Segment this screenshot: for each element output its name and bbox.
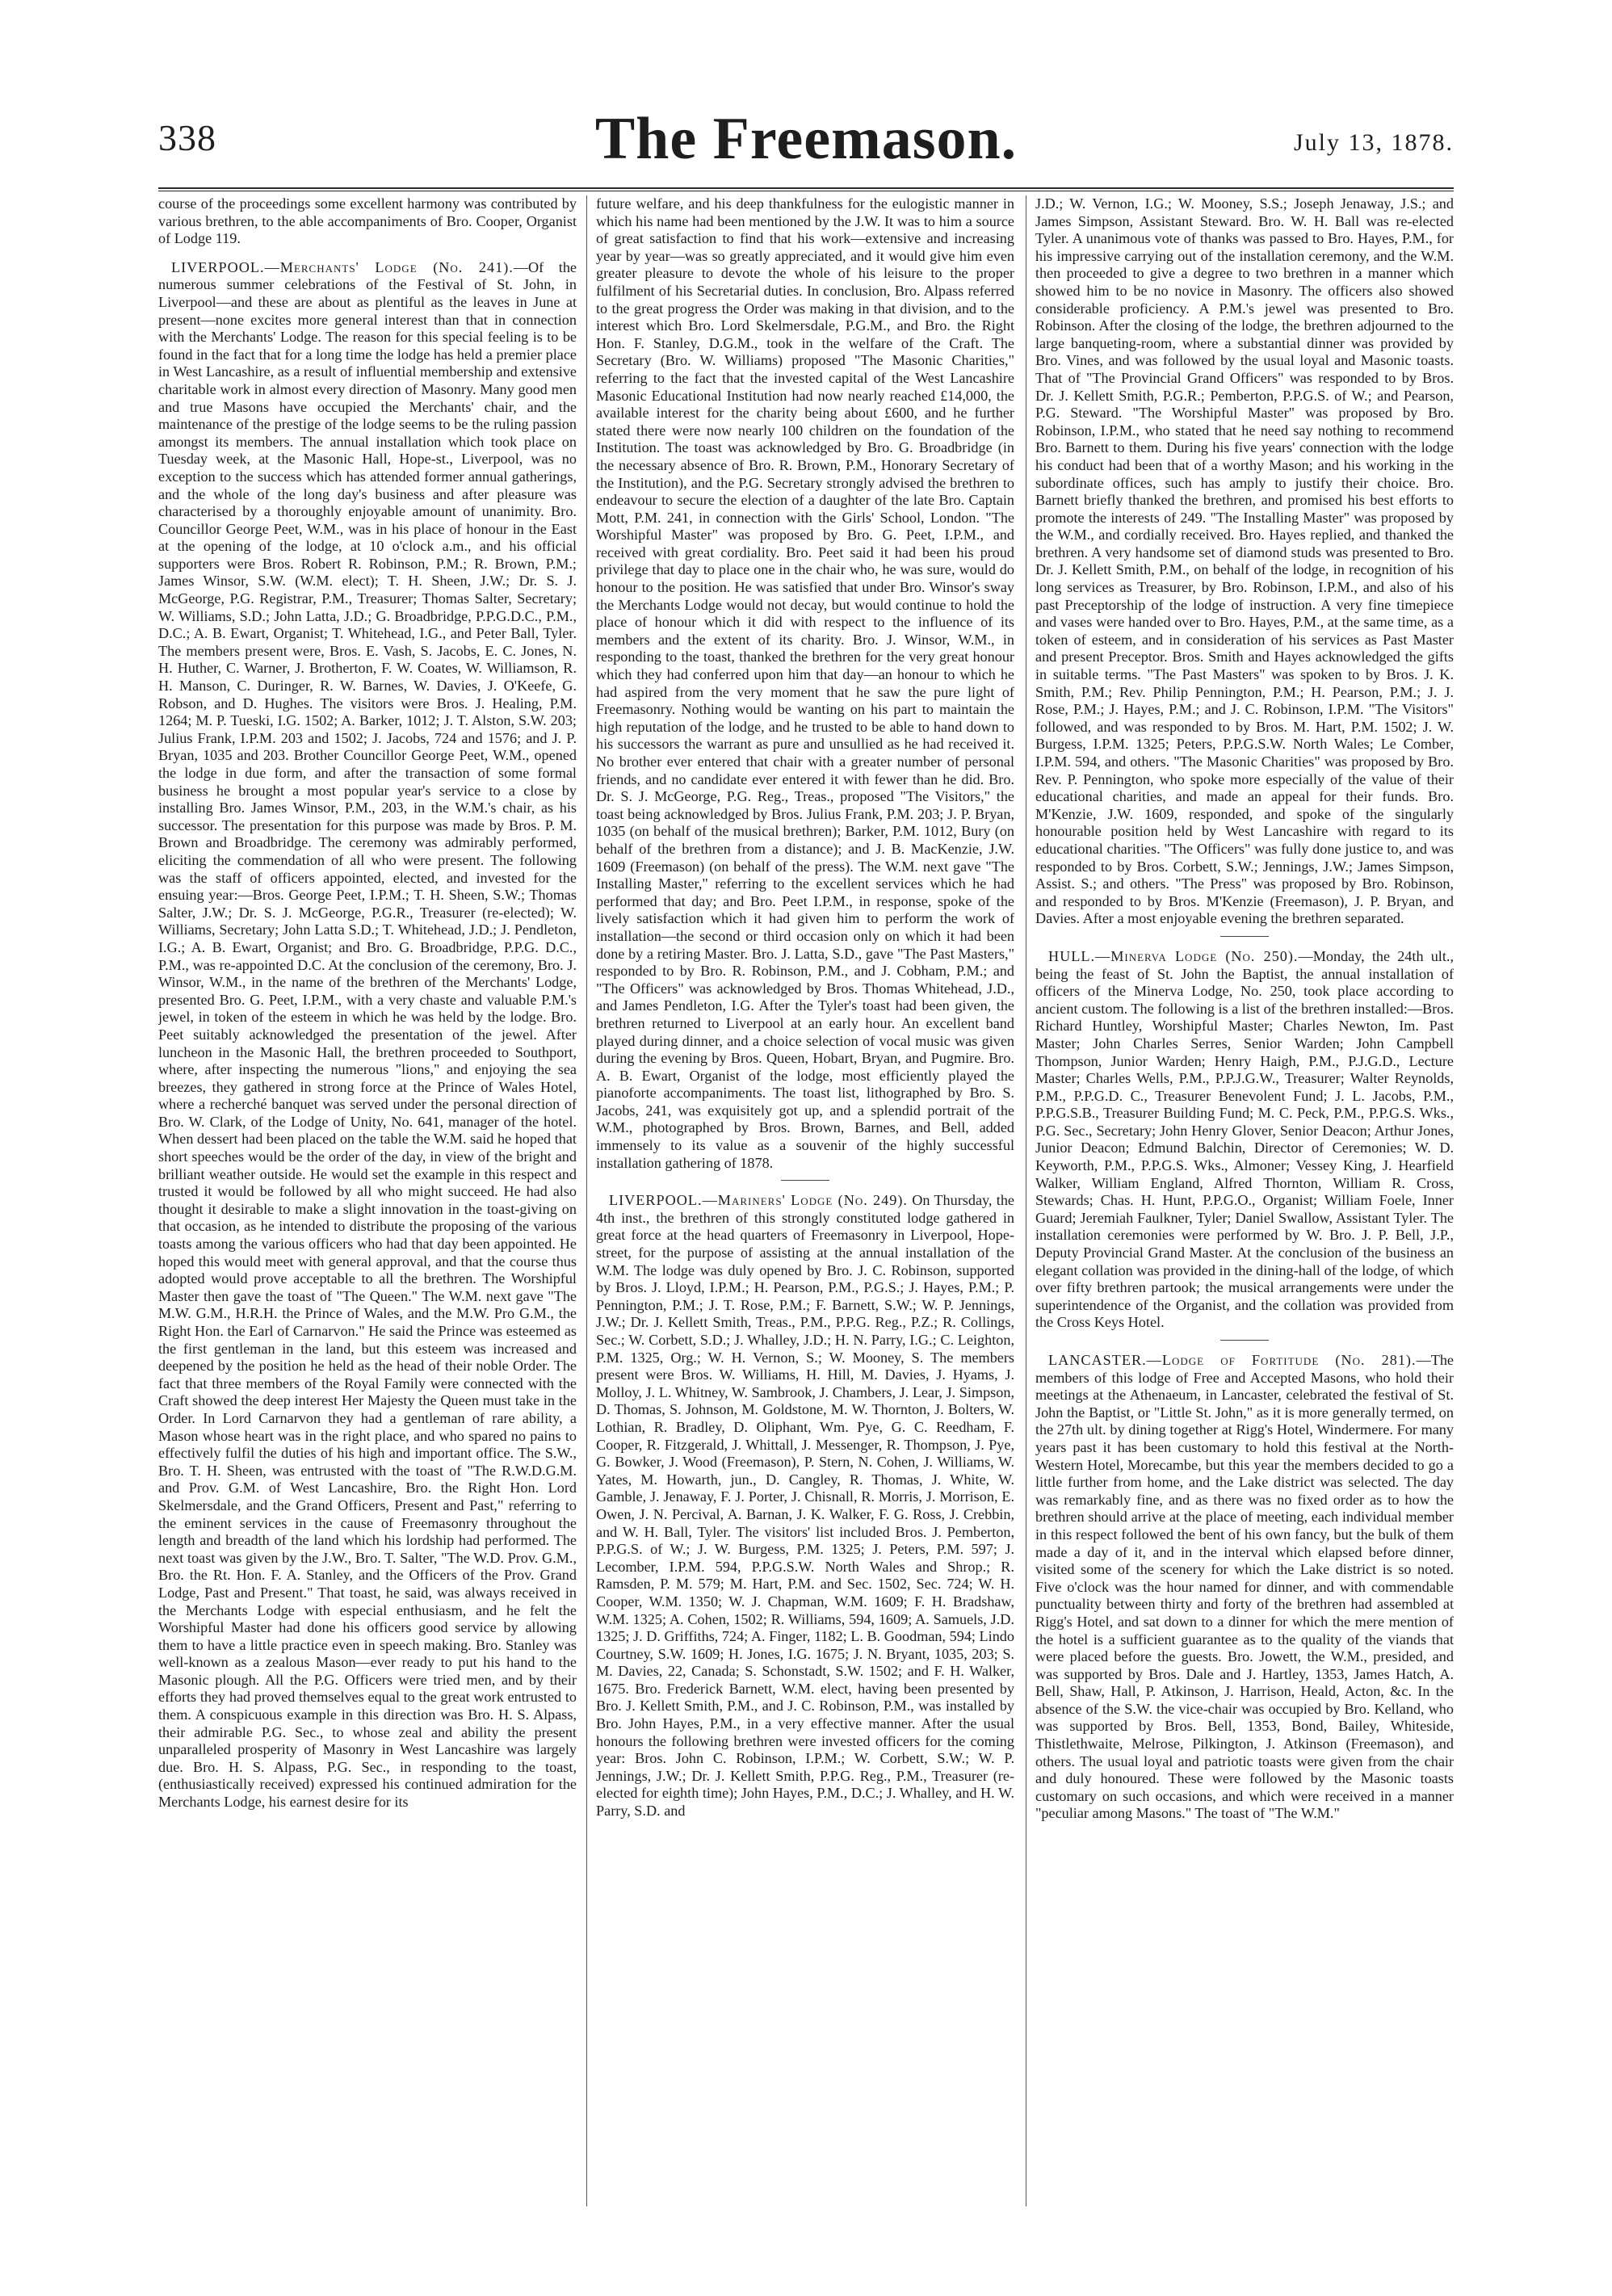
column-1 [158,195,577,2214]
masthead [158,105,1454,186]
article-continuation: future welfare, and his deep thankfulness for the eulogistic manner in which his name had been mentioned by the J.W. It was to him a source of great satisfaction to find that his work—extensive and increasing year by year—was so greatly appreciated, and it would give him even greater pleasure to devote the whole of his leisure to the proper fulfilment of his Secretarial duties. In conclusion, Bro. Alpass referred to the great progress the Order was making in that division, and to the interest which Bro. Lord Skelmersdale, P.G.M., and Bro. the Right Hon. F. Stanley, D.G.M., took in the welfare of the Craft. The Secretary (Bro. W. Williams) proposed "The Masonic Charities," referring to the fact that the invested capital of the West Lancashire Masonic Educational Institution had now nearly reached £14,000, the available interest for the charity being about £600, and he further stated there were now nearly 100 children on the foundation of the Institution. The toast was acknowledged by Bro. G. Broadbridge (in the necessary absence of Bro. R. Brown, P.M., Honorary Secretary of the Institution), and the P.G. Secretary strongly advised the brethren to endeavour to secure the election of a daughter of the late Bro. Captain Mott, P.M. 241, in connection with the Girls' School, London. "The Worshipful Master" was proposed by Bro. G. Peet, I.P.M., and received with great cordiality. Bro. Peet said it had been his proud privilege that day to place one in the chair who, he was sure, would do honour to the position. He was satisfied that under Bro. Winsor's sway the Merchants Lodge would not decay, but would continue to hold the place of honour which it did with respect to the influence of its members and the extent of its charity. Bro. J. Winsor, W.M., in responding to the toast, thanked the brethren for the very great honour which they had conferred upon him that day—an honour to which he had aspired from the very moment that he saw the pure light of Freemasonry. Nothing would be wanting on his part to maintain the high reputation of the lodge, and he trusted to be able to hand down to his successors the warrant as pure and unsullied as he had received it. No brother ever entered that chair with a greater number of personal friends, and no candidate ever entered it with fewer than he did. Bro. Dr. S. J. McGeorge, P.G. Reg., Treas., proposed "The Visitors," the toast being acknowledged by Bros. Julius Frank, P.M. 203; J. P. Bryan, 1035 (on behalf of the musical brethren); Barker, P.M. 1012, Bury (on behalf of the brethren from a distance); and J. B. MacKenzie, J.W. 1609 (Freemason) (on behalf of the press). The W.M. next gave "The Installing Master," referring to the excellent services which he had performed that day; and Bro. Peet I.P.M., in response, spoke of the lively satisfaction which it had given him to perform the work of installation—the second or third occasion only on which it had been done by a retiring Master. Bro. J. Latta, S.D., gave "The Past Masters," responded to by Bro. R. Robinson, P.M., and J. Cobham, P.M.; and "The Officers" was acknowledged by Bros. Thomas Whitehead, J.D., and James Pendleton, I.G. After the Tyler's toast had been given, the brethren returned to Liverpool at an early hour. An excellent band played during dinner, and a choice selection of vocal music was given during the evening by Bros. Queen, Hobart, Bryan, and Pugmire. Bro. A. B. Ewart, Organist of the lodge, most efficiently played the pianoforte accompaniments. The toast list, lithographed by Bro. S. Jacobs, 241, was exquisitely got up, and a splendid portrait of the W.M., photographed by Bros. Brown, Barnes, and Bell, added immensely to its value as a souvenir of the highly successful installation gathering of 1878. [596,195,1014,1171]
page-number: 338 [158,117,216,158]
article-liverpool-merchants [158,259,577,1811]
article-heading: HULL.—Minerva Lodge (No. 250). [1048,947,1299,964]
article-text: —The members of this lodge of Free and Accepted Masons, who hold their meetings at the Athenaeum, in Lancaster, celebrated the festival of St. John the Baptist, or "Little St. John," as it is more generally termed, on the 27th ult. by dining together at Rigg's Hotel, Windermere. For many years past it has been customary to hold this festival at the North-Western Hotel, Morecambe, but this year the members decided to go a little further from home, and the Lake district was selected. The day was remarkably fine, and as there was no fixed order as to how the brethren should arrive at the place of meeting, each individual member in this respect followed the bent of his own fancy, but the bulk of them made a day of it, and in the interval which elapsed before dinner, visited some of the scenery for which the Lake district is so noted. Five o'clock was the hour named for dinner, and with commendable punctuality between thirty and forty of the brethren had assembled at Rigg's Hotel, and sat down to a dinner for which the mere mention of the hotel is a sufficient guarantee as to the quality of the viands that were placed before the guests. Bro. Jowett, the W.M., presided, and was supported by Bros. Dale and J. Hartley, 1353, James Hatch, A. Bell, Shaw, Hall, P. Atkinson, J. Harrison, Heald, Acton, &c. In the absence of the S.W. the vice-chair was occupied by Bro. Kelland, who was supported by Bros. Bell, 1353, Bond, Bailey, Whiteside, Thistlethwaite, Melrose, Pilkington, J. Atkinson (Freemason), and others. The usual loyal and patriotic toasts were given from the chair and duly honoured. These were followed by the Masonic toasts customary on such occasions, and which were received in a manner "peculiar among Masons." The toast of "The W.M." [1035,1352,1454,1822]
newspaper-title: The Freemason. [594,106,1018,172]
article-separator [1220,936,1269,937]
article-liverpool-mariners [596,1192,1014,1820]
article-continuation: J.D.; W. Vernon, I.G.; W. Mooney, S.S.; Joseph Jenaway, J.S.; and James Simpson, Assistant Steward. Bro. W. H. Ball was re-elected Tyler. A unanimous vote of thanks was passed to Bro. Hayes, P.M., for his impressive carrying out of the installation ceremony, and the W.M. then proceeded to give a degree to two brethren in a manner which showed him to be no novice in Masonry. The officers also showed considerable proficiency. A P.M.'s jewel was presented to Bro. Robinson. After the closing of the lodge, the brethren adjourned to the large banqueting-room, where a substantial dinner was provided by Bro. Vines, and was followed by the usual loyal and Masonic toasts. That of "The Provincial Grand Officers" was responded to by Bros. Dr. J. Kellett Smith, P.G.R.; Pemberton, P.P.G.S. of W.; and Pearson, P.G. Steward. "The Worshipful Master" was proposed by Bro. Robinson, I.P.M., who stated that he need say nothing to recommend Bro. Barnett to them. During his five years' connection with the lodge his conduct had been that of a worthy Mason; and his working in the subordinate offices, such has amply to justify their choice. Bro. Barnett briefly thanked the brethren, and promised his best efforts to promote the interests of 249. "The Installing Master" was proposed by the W.M., and cordially received. Bro. Hayes replied, and thanked the brethren. A very handsome set of diamond studs was presented to Bro. Dr. J. Kellett Smith, P.M., on behalf of the lodge, in recognition of his long services as Treasurer, by Bro. Robinson, I.P.M., and also of his past Preceptorship of the lodge of instruction. A very fine timepiece and vases were handed over to Bro. Hayes, P.M., at the same time, as a token of esteem, and in consideration of his services as Past Master and present Preceptor. Bros. Smith and Hayes acknowledged the gifts in suitable terms. "The Past Masters" was spoken to by Bros. J. K. Smith, P.M.; Rev. Philip Pennington, P.M.; H. Pearson, P.M.; J. J. Rose, P.M.; J. Hayes, P.M.; and J. C. Robinson, I.P.M. "The Visitors" followed, and was responded to by Bros. M. Hart, P.M. 1502; J. W. Burgess, I.P.M. 1325; Peters, P.P.G.S.W. North Wales; Le Comber, I.P.M. 594, and others. "The Masonic Charities" was proposed by Bro. Rev. P. Pennington, who spoke more especially of the value of their educational charities, and made an appeal for their funds. Bro. M'Kenzie, J.W. 1609, responded, and spoke of the singularly honourable position held by West Lancashire with regard to its educational charities. "The Officers" was fully done justice to, and was responded to by Bros. Corbett, S.W.; Jennings, J.W.; James Simpson, Assist. S.; and others. "The Press" was proposed by Bro. Robinson, and responded to by Bros. M'Kenzie (Freemason), J. P. Bryan, and Davies. After a most enjoyable evening the brethren separated. [1035,195,1454,927]
issue-date: July 13, 1878. [1293,129,1454,156]
article-hull-minerva [1035,948,1454,1332]
masthead-rule [158,187,1454,189]
article-body [596,1192,1014,1820]
article-body [1035,1352,1454,1823]
column-divider-1 [586,195,587,2206]
article-separator [1220,1340,1269,1341]
article-heading: LIVERPOOL.—Mariners' Lodge (No. 249). [609,1192,908,1209]
article-heading: LIVERPOOL.—Merchants' Lodge (No. 241). [171,258,514,275]
article-heading: LANCASTER.—Lodge of Fortitude (No. 281). [1048,1352,1417,1368]
article-body [158,259,577,1811]
article-continuation: course of the proceedings some excellent harmony was contributed by various brethren, to the able accompaniments of Bro. Cooper, Organist of Lodge 119. [158,195,577,247]
column-3 [1035,195,1454,2214]
article-body [1035,948,1454,1332]
article-separator [781,1180,829,1181]
column-2 [596,195,1014,2214]
article-lancaster-fortitude [1035,1352,1454,1823]
article-text: On Thursday, the 4th inst., the brethren of this strongly constituted lodge gathered in great force at the head quarters of Freemasonry in Liverpool, Hope-street, for the purpose of assisting at the annual installation of the W.M. The lodge was duly opened by Bro. J. C. Robinson, supported by Bros. J. Lloyd, I.P.M.; H. Pearson, P.M., P.G.S.; J. Hayes, P.M.; P. Pennington, P.M.; J. T. Rose, P.M.; F. Barnett, S.W.; W. P. Jennings, J.W.; Dr. J. Kellett Smith, Treas., P.M., P.P.G. Reg., P.Z.; R. Collings, Sec.; W. Corbett, S.D.; J. Whalley, J.D.; H. N. Parry, I.G.; C. Leighton, P.M. 1325, Org.; W. H. Vernon, S.; W. Mooney, S. The members present were Bros. W. Williams, H. Hill, M. Davies, J. Hyams, J. Molloy, J. L. Whitney, W. Sambrook, J. Chambers, J. Lear, J. Simpson, D. Thomas, S. Johnson, M. Goldstone, M. W. Thornton, J. Bolters, W. Lothian, R. Bradley, D. Oliphant, Wm. Pye, G. C. Reedham, F. Cooper, R. Fitzgerald, J. Whittall, J. Messenger, R. Thompson, J. Pye, G. Bowker, J. Wood (Freemason), P. Stern, N. Cohen, J. Williams, W. Yates, M. Howarth, jun., D. Cangley, R. Thomas, J. White, W. Gamble, J. Jenaway, F. J. Porter, J. Chisnall, R. Morris, J. Morrison, E. Owen, J. N. Percival, A. Barnan, J. K. Walker, F. G. Ross, J. Crebbin, and W. H. Ball, Tyler. The visitors' list included Bros. J. Pemberton, P.P.G.S. of W.; J. W. Burgess, P.M. 1325; J. Peters, P.M. 597; J. Lecomber, I.P.M. 594, P.P.G.S.W. North Wales and Shrop.; R. Ramsden, P. M. 579; M. Hart, P.M. and Sec. 1502, Sec. 724; W. H. Cooper, W.M. 1350; W. J. Chapman, W.M. 1609; F. H. Bradshaw, W.M. 1325; A. Cohen, 1502; R. Williams, 594, 1609; A. Samuels, J.D. 1325; J. D. Griffiths, 724; A. Finger, 1182; L. B. Goodman, 594; Lindo Courtney, S.W. 1609; H. Jones, I.G. 1675; J. N. Bryant, 1035, 203; S. M. Davies, 22, Canada; S. Schonstadt, S.W. 1502; and F. H. Walker, 1675. Bro. Frederick Barnett, W.M. elect, having been presented by Bro. J. Kellett Smith, P.M., and J. C. Robinson, P.M., was installed by Bro. John Hayes, P.M., in a very effective manner. After the usual honours the following brethren were invested officers for the coming year: Bros. John C. Robinson, I.P.M.; W. Corbett, S.W.; W. P. Jennings, J.W.; Dr. J. Kellett Smith, P.P.G. Reg., P.M., Treasurer (re-elected for eighth time); John Hayes, P.M., D.C.; J. Whalley, and H. W. Parry, S.D. and [596,1192,1014,1820]
article-text: —Monday, the 24th ult., being the feast of St. John the Baptist, the annual installation of officers of the Minerva Lodge, No. 250, took place according to ancient custom. The following is a list of the brethren installed:—Bros. Richard Huntley, Worshipful Master; Charles Newton, Im. Past Master; John Charles Serres, Senior Warden; John Campbell Thompson, Junior Warden; Henry Haigh, P.M., P.J.G.D., Lecture Master; Charles Wells, P.M., P.P.J.G.W., Treasurer; Walter Reynolds, P.M., P.P.G.D. C., Treasurer Benevolent Fund; J. L. Jacobs, P.M., P.P.G.S.B., Treasurer Building Fund; M. C. Peck, P.M., P.P.G.S. Wks., P.G. Sec., Secretary; John Henry Glover, Senior Deacon; Arthur Jones, Junior Deacon; Edmund Balchin, Director of Ceremonies; W. D. Keyworth, P.M., P.P.G.S. Wks., Almoner; Vessey King, J. Hearfield Walker, William England, Alfred Thornton, William R. Cross, Stewards; Chas. H. Hunt, P.P.G.O., Organist; William Foele, Inner Guard; Jeremiah Faulkner, Tyler; Daniel Swallow, Assistant Tyler. The installation ceremonies were performed by W. Bro. J. P. Bell, J.P., Deputy Provincial Grand Master. At the conclusion of the business an elegant collation was provided in the dining-hall of the lodge, of which over fifty brethren partook; the musical arrangements were under the superintendence of the Organist, and the collation was provided from the Cross Keys Hotel. [1035,947,1454,1331]
article-text: —Of the numerous summer celebrations of the Festival of St. John, in Liverpool—and these are about as plentiful as the leaves in June at present—none excites more general interest than that in connection with the Merchants' Lodge. The reason for this special feeling is to be found in the fact that for a long time the lodge has held a premier place in West Lancashire, as a result of influential membership and extensive charitable work in almost every direction of Masonry. Many good men and true Masons have occupied the Merchants' chair, and the maintenance of the prestige of the lodge seems to be the ruling passion amongst its members. The annual installation which took place on Tuesday week, at the Masonic Hall, Hope-st., Liverpool, was no exception to the success which has attended former annual gatherings, and the whole of the long day's business and after pleasure was characterised by a thoroughly enjoyable amount of unanimity. Bro. Councillor George Peet, W.M., was in his place of honour in the East at the opening of the lodge, at 10 o'clock a.m., and his official supporters were Bros. Robert R. Robinson, P.M.; R. Brown, P.M.; James Winsor, S.W. (W.M. elect); T. H. Sheen, J.W.; Dr. S. J. McGeorge, P.G. Registrar, P.M., Treasurer; Thomas Salter, Secretary; W. Williams, S.D.; John Latta, J.D.; G. Broadbridge, P.P.G.D.C., P.M., D.C.; A. B. Ewart, Organist; T. Whitehead, I.G., and Peter Ball, Tyler. The members present were, Bros. E. Vash, S. Jacobs, E. C. Jones, N. H. Huther, C. Warner, J. Brotherton, F. W. Coates, W. Williamson, R. H. Manson, C. Duringer, R. W. Barnes, W. Davies, J. O'Keefe, G. Robson, and D. Hughes. The visitors were Bros. J. Healing, P.M. 1264; M. P. Tueski, I.G. 1502; A. Barker, 1012; J. T. Alston, S.W. 203; Julius Frank, I.P.M. 203 and 1502; J. Jacobs, 724 and 1576; and J. P. Bryan, 1035 and 203. Brother Councillor George Peet, W.M., opened the lodge in due form, and after the transaction of some formal business he brought a most popular year's service to a close by installing Bro. James Winsor, P.M., 203, in the W.M.'s chair, as his successor. The presentation for this purpose was made by Bros. P. M. Brown and Broadbridge. The ceremony was admirably performed, eliciting the commendation of all who were present. The following was the staff of officers appointed, elected, and invested for the ensuing year:—Bros. George Peet, I.P.M.; T. H. Sheen, S.W.; Thomas Salter, J.W.; Dr. S. J. McGeorge, P.G.R., Treasurer (re-elected); W. Williams, Secretary; John Latta S.D.; T. Whitehead, J.D.; J. Pendleton, I.G.; A. B. Ewart, Organist; and Bro. G. Broadbridge, P.P.G. D.C., P.M., was re-appointed D.C. At the conclusion of the ceremony, Bro. J. Winsor, W.M., in the name of the brethren of the Merchants' Lodge, presented Bro. G. Peet, I.P.M., with a very chaste and valuable P.M.'s jewel, in token of the esteem in which he was held by the lodge. Bro. Peet suitably acknowledged the presentation of the jewel. After luncheon in the Masonic Hall, the brethren proceeded to Southport, where, after inspecting the numerous "lions," and enjoying the sea breezes, they gathered in strong force at the Prince of Wales Hotel, where a recherché banquet was served under the personal direction of Bro. W. Clark, of the Lodge of Unity, No. 641, manager of the hotel. When dessert had been placed on the table the W.M. said he hoped that short speeches would be the order of the day, in view of the bright and brilliant weather outside. He would set the example in this respect and trusted it would be followed by all who might succeed. He had also thought it desirable to make a slight innovation in the toast-giving on that occasion, as he intended to distribute the proposing of the various toasts among the various officers who had that day been appointed. He hoped this would meet with general approval, and that the course thus adopted would prove acceptable to all the brethren. The Worshipful Master then gave the toast of "The Queen." The W.M. next gave "The M.W. G.M., H.R.H. the Prince of Wales, and the M.W. Pro G.M., the Right Hon. the Earl of Carnarvon." He said the Prince was esteemed as the first gentleman in the land, but this esteem was increased and deepened by the position he held as the head of their noble Order. The fact that three members of the Royal Family were connected with the Craft showed the deep interest Her Majesty the Queen must take in the Order. In Lord Carnarvon they had a gentleman of rare ability, a Mason whose heart was in the right place, and who spared no pains to effectively fulfil the duties of his high and important office. The S.W., Bro. T. H. Sheen, was entrusted with the toast of "The R.W.D.G.M. and Prov. G.M. of West Lancashire, Bro. the Right Hon. Lord Skelmersdale, and the Grand Officers, Present and Past," referring to the eminent services in the cause of Freemasonry throughout the length and breadth of the land which his lordship had performed. The next toast was given by the J.W., Bro. T. Salter, "The W.D. Prov. G.M., Bro. the Rt. Hon. F. A. Stanley, and the Officers of the Prov. Grand Lodge, Past and Present." That toast, he said, was always received in the Merchants Lodge with especial enthusiasm, and he felt the Worshipful Master had done his officers good service by allowing them to have a little practice even in speech making. Bro. Stanley was well-known as a zealous Mason—ever ready to put his hand to the Masonic plough. All the P.G. Officers were tried men, and by their efforts they had proved themselves equal to the great work entrusted to them. A conspicuous example in this direction was Bro. H. S. Alpass, their admirable P.G. Sec., to whose zeal and ability the present unparalleled prosperity of Masonry in West Lancashire was largely due. Bro. H. S. Alpass, P.G. Sec., in responding to the toast, (enthusiastically received) expressed his continued admiration for the Merchants Lodge, his earnest desire for its [158,258,577,1811]
